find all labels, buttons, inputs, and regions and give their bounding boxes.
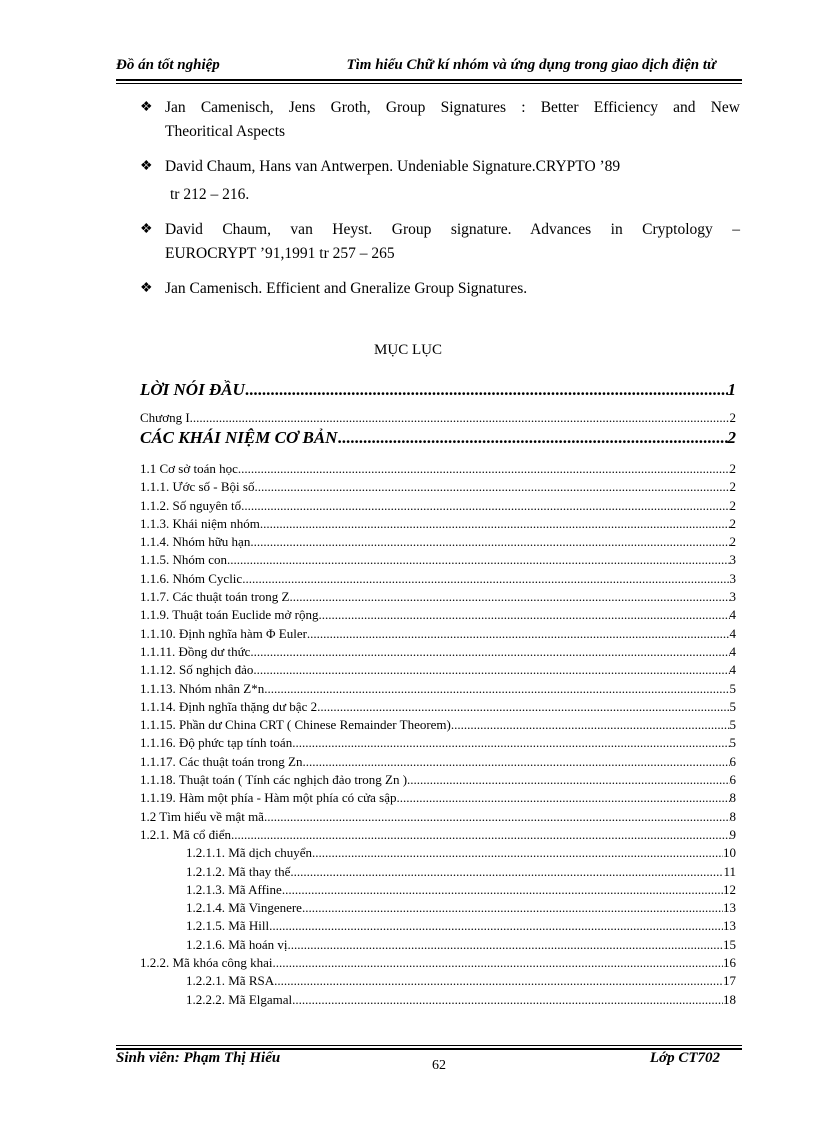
page-number: 62 bbox=[432, 1058, 446, 1073]
toc-entry-label: 1.1.2. Số nguyên tố bbox=[140, 497, 242, 513]
toc-entry-page: 10 bbox=[723, 845, 736, 861]
toc-entry[interactable] bbox=[140, 972, 736, 990]
table-of-contents bbox=[140, 378, 736, 1009]
toc-entry[interactable] bbox=[140, 515, 736, 533]
toc-entry[interactable] bbox=[140, 426, 736, 450]
toc-entry-page: 2 bbox=[729, 497, 736, 513]
toc-entry-page: 3 bbox=[729, 570, 736, 586]
diamond-bullet-icon: ❖ bbox=[140, 222, 153, 237]
footer-class: Lớp CT702 bbox=[649, 1050, 720, 1066]
page-header bbox=[116, 57, 738, 77]
toc-entry-label: 1.2.1.4. Mã Vingenere bbox=[186, 900, 302, 916]
reference-line: David Chaum, Hans van Antwerpen. Undeniable Signature.CRYPTO ’89 bbox=[165, 158, 621, 175]
toc-leader-dots bbox=[337, 426, 727, 450]
toc-entry-page: 12 bbox=[723, 881, 736, 897]
toc-entry-page: 2 bbox=[729, 479, 736, 495]
toc-entry-page: 3 bbox=[729, 589, 736, 605]
toc-entry-label: 1.1.1. Ước số - Bội số bbox=[140, 479, 255, 495]
toc-leader-dots bbox=[250, 643, 729, 661]
toc-leader-dots bbox=[290, 863, 723, 881]
toc-entry[interactable] bbox=[140, 606, 736, 624]
reference-item bbox=[140, 155, 740, 207]
toc-entry[interactable] bbox=[140, 497, 736, 515]
toc-entry[interactable] bbox=[140, 881, 736, 899]
reference-line: Theoritical Aspects bbox=[165, 123, 286, 140]
toc-leader-dots bbox=[397, 789, 730, 807]
header-right-title: Tìm hiểu Chữ kí nhóm và ứng dụng trong giao dịch điện tử bbox=[346, 57, 716, 73]
diamond-bullet-icon: ❖ bbox=[140, 100, 153, 115]
toc-entry[interactable] bbox=[140, 716, 736, 734]
toc-entry-page: 4 bbox=[729, 607, 736, 623]
toc-entry-page: 11 bbox=[723, 863, 736, 879]
header-rule bbox=[116, 79, 742, 81]
toc-entry[interactable] bbox=[140, 917, 736, 935]
toc-entry-page: 13 bbox=[723, 900, 736, 916]
toc-entry-label: 1.2.2. Mã khóa công khai bbox=[140, 955, 273, 971]
toc-leader-dots bbox=[292, 734, 729, 752]
toc-entry-label: 1.1.4. Nhóm hữu hạn bbox=[140, 534, 251, 550]
toc-leader-dots bbox=[317, 698, 729, 716]
reference-line: Jan Camenisch, Jens Groth, Group Signatures : Better Efficiency and New bbox=[165, 99, 740, 116]
toc-entry-label: 1.1.11. Đồng dư thức bbox=[140, 643, 251, 659]
toc-leader-dots bbox=[282, 881, 723, 899]
toc-leader-dots bbox=[302, 753, 729, 771]
toc-leader-dots bbox=[227, 551, 729, 569]
toc-entry-label: 1.1.10. Định nghĩa hàm Φ Euler bbox=[140, 625, 307, 641]
toc-leader-dots bbox=[273, 954, 723, 972]
toc-leader-dots bbox=[231, 826, 730, 844]
toc-entry-label: 1.2.1.1. Mã dịch chuyển bbox=[186, 845, 313, 861]
toc-entry-label: 1.2.1.6. Mã hoán vị bbox=[186, 936, 288, 952]
reference-line: EUROCRYPT ’91,1991 tr 257 – 265 bbox=[165, 245, 395, 262]
header-left-title: Đồ án tốt nghiệp bbox=[116, 57, 220, 73]
toc-leader-dots bbox=[264, 680, 729, 698]
toc-entry-label: LỜI NÓI ĐẦU bbox=[140, 380, 245, 399]
toc-entry-label: 1.1.12. Số nghịch đảo bbox=[140, 662, 254, 678]
toc-leader-dots bbox=[289, 588, 729, 606]
toc-entry-label: 1.1.13. Nhóm nhân Z*n bbox=[140, 680, 265, 696]
toc-leader-dots bbox=[292, 991, 723, 1009]
toc-entry-label: 1.1.7. Các thuật toán trong Z bbox=[140, 589, 290, 605]
toc-entry-page: 18 bbox=[723, 991, 736, 1007]
toc-leader-dots bbox=[407, 771, 729, 789]
toc-leader-dots bbox=[245, 378, 728, 402]
toc-entry-page: 16 bbox=[723, 955, 736, 971]
toc-entry-page: 5 bbox=[729, 717, 736, 733]
toc-entry[interactable] bbox=[140, 643, 736, 661]
toc-entry[interactable] bbox=[140, 863, 736, 881]
toc-entry-page: 13 bbox=[723, 918, 736, 934]
toc-entry[interactable] bbox=[140, 844, 736, 862]
diamond-bullet-icon: ❖ bbox=[140, 159, 153, 174]
toc-entry-page: 2 bbox=[729, 534, 736, 550]
toc-entry-label: 1.1.6. Nhóm Cyclic bbox=[140, 570, 243, 586]
toc-entry[interactable] bbox=[140, 551, 736, 569]
toc-entry-label: 1.1 Cơ sở toán học bbox=[140, 461, 238, 476]
toc-leader-dots bbox=[250, 533, 729, 551]
toc-leader-dots bbox=[302, 899, 723, 917]
diamond-bullet-icon: ❖ bbox=[140, 281, 153, 296]
toc-entry-page: 2 bbox=[729, 515, 736, 531]
footer-rule-thin bbox=[116, 1045, 742, 1046]
toc-entry[interactable] bbox=[140, 936, 736, 954]
toc-entry[interactable] bbox=[140, 826, 736, 844]
toc-entry-label: 1.2.1.3. Mã Affine bbox=[186, 881, 282, 897]
toc-entry[interactable] bbox=[140, 698, 736, 716]
toc-entry[interactable] bbox=[140, 789, 736, 807]
toc-entry[interactable] bbox=[140, 808, 736, 826]
toc-leader-dots bbox=[269, 917, 723, 935]
toc-leader-dots bbox=[274, 972, 723, 990]
toc-title: MỤC LỤC bbox=[374, 342, 442, 358]
header-rule-thin bbox=[116, 83, 742, 84]
toc-entry-label: 1.1.15. Phần dư China CRT ( Chinese Remainder Theorem) bbox=[140, 717, 451, 733]
toc-entry-page: 2 bbox=[729, 410, 736, 425]
toc-entry[interactable] bbox=[140, 753, 736, 771]
toc-entry-page: 2 bbox=[729, 461, 736, 476]
toc-entry[interactable] bbox=[140, 570, 736, 588]
toc-entry-page: 3 bbox=[729, 552, 736, 568]
toc-entry-page: 1 bbox=[727, 380, 736, 399]
toc-entry-page: 5 bbox=[729, 735, 736, 751]
toc-entry-label: 1.2.2.1. Mã RSA bbox=[186, 973, 275, 989]
toc-entry-label: 1.1.16. Độ phức tạp tính toán bbox=[140, 735, 293, 751]
toc-entry[interactable] bbox=[140, 588, 736, 606]
toc-entry-label: 1.2.1. Mã cổ điển bbox=[140, 826, 231, 842]
toc-entry-page: 8 bbox=[729, 790, 736, 806]
toc-leader-dots bbox=[451, 716, 730, 734]
page-footer bbox=[116, 1050, 742, 1080]
toc-entry-label: 1.1.3. Khái niệm nhóm bbox=[140, 515, 260, 531]
toc-entry-page: 17 bbox=[723, 973, 736, 989]
reference-line: Jan Camenisch. Efficient and Gneralize Group Signatures. bbox=[165, 280, 528, 297]
toc-entry[interactable] bbox=[140, 625, 736, 643]
toc-entry-page: 6 bbox=[729, 753, 736, 769]
reference-item bbox=[140, 218, 740, 266]
toc-entry-page: 8 bbox=[729, 808, 736, 824]
toc-entry-label: 1.1.5. Nhóm con bbox=[140, 552, 228, 568]
toc-entry[interactable] bbox=[140, 378, 736, 402]
toc-entry[interactable] bbox=[140, 771, 736, 789]
toc-entry[interactable] bbox=[140, 680, 736, 698]
toc-leader-dots bbox=[287, 936, 723, 954]
toc-entry-label: 1.2.1.5. Mã Hill bbox=[186, 918, 270, 934]
toc-entry-label: CÁC KHÁI NIỆM CƠ BẢN bbox=[140, 428, 338, 447]
toc-entry-label: 1.1.9. Thuật toán Euclide mở rộng bbox=[140, 607, 319, 623]
toc-leader-dots bbox=[312, 844, 723, 862]
toc-entry-page: 4 bbox=[729, 625, 736, 641]
toc-entry-page: 5 bbox=[729, 680, 736, 696]
reference-item bbox=[140, 96, 740, 144]
toc-entry[interactable] bbox=[140, 954, 736, 972]
toc-entry[interactable] bbox=[140, 991, 736, 1009]
footer-student-name: Sinh viên: Phạm Thị Hiếu bbox=[116, 1050, 281, 1066]
toc-entry-label: 1.2.1.2. Mã thay thế bbox=[186, 863, 291, 879]
reference-line: David Chaum, van Heyst. Group signature. Advances in Cryptology – bbox=[165, 221, 740, 238]
toc-entry-page: 5 bbox=[729, 698, 736, 714]
toc-entry[interactable] bbox=[140, 460, 736, 478]
toc-entry[interactable] bbox=[140, 478, 736, 496]
toc-entry-label: 1.1.18. Thuật toán ( Tính các nghịch đảo trong Zn ) bbox=[140, 772, 408, 788]
toc-leader-dots bbox=[253, 661, 729, 679]
toc-leader-dots bbox=[241, 497, 729, 515]
toc-entry-page: 6 bbox=[729, 772, 736, 788]
toc-entry-label: 1.2 Tìm hiểu về mật mã bbox=[140, 808, 264, 824]
toc-leader-dots bbox=[264, 808, 730, 826]
toc-entry-label: Chương I bbox=[140, 410, 190, 425]
toc-entry[interactable] bbox=[140, 734, 736, 752]
toc-entry-label: 1.1.19. Hàm một phía - Hàm một phía có cửa sập bbox=[140, 790, 397, 806]
toc-entry-page: 4 bbox=[729, 662, 736, 678]
reference-list bbox=[140, 96, 740, 312]
toc-entry-label: 1.1.17. Các thuật toán trong Zn bbox=[140, 753, 303, 769]
toc-leader-dots bbox=[254, 478, 729, 496]
toc-entry[interactable] bbox=[140, 533, 736, 551]
toc-leader-dots bbox=[260, 515, 730, 533]
toc-entry-page: 9 bbox=[729, 826, 736, 842]
toc-leader-dots bbox=[238, 460, 730, 478]
toc-entry-page: 4 bbox=[729, 643, 736, 659]
toc-entry-page: 2 bbox=[727, 428, 736, 447]
toc-entry-page: 15 bbox=[723, 936, 736, 952]
toc-leader-dots bbox=[242, 570, 729, 588]
toc-entry-label: 1.2.2.2. Mã Elgamal bbox=[186, 991, 293, 1007]
toc-entry-label: 1.1.14. Định nghĩa thặng dư bậc 2 bbox=[140, 698, 318, 714]
toc-leader-dots bbox=[319, 606, 730, 624]
toc-leader-dots bbox=[307, 625, 730, 643]
reference-line: tr 212 – 216. bbox=[170, 186, 250, 203]
toc-entry[interactable] bbox=[140, 661, 736, 679]
toc-leader-dots bbox=[190, 410, 730, 426]
toc-entry[interactable] bbox=[140, 410, 736, 426]
reference-item bbox=[140, 277, 740, 301]
toc-entry[interactable] bbox=[140, 899, 736, 917]
